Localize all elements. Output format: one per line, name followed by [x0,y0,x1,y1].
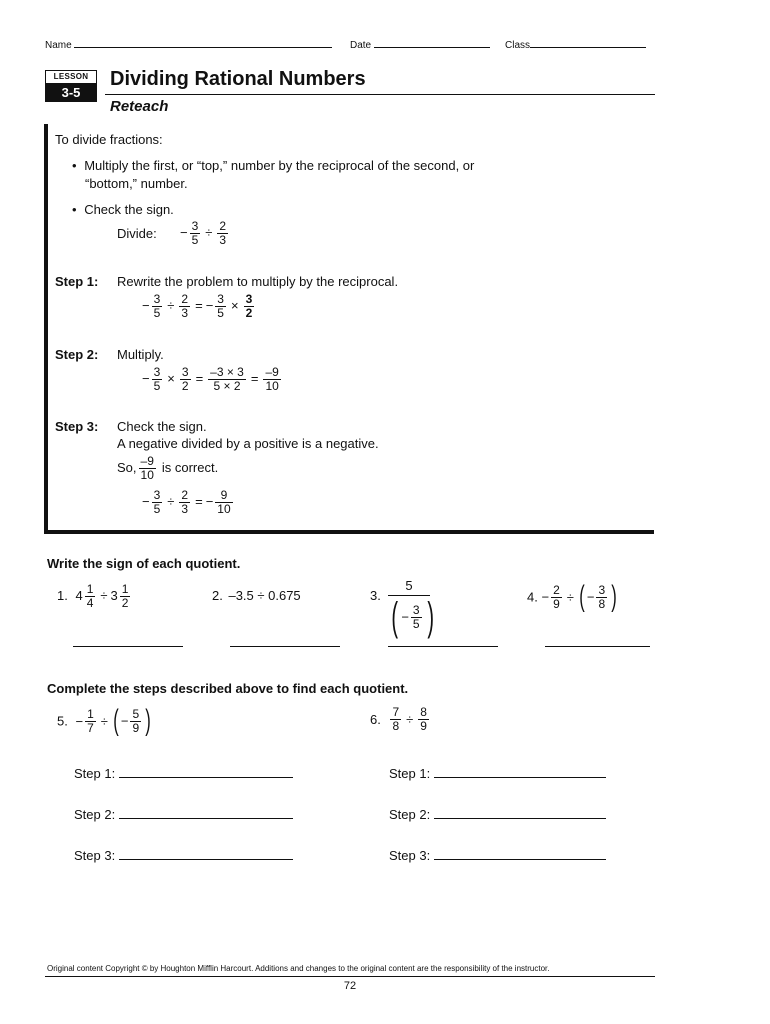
date-field [350,40,490,51]
problem-number: 5. [57,713,68,729]
p6-step-3-blank[interactable] [434,859,606,860]
step-label: Step 2: [74,807,116,822]
fraction: $\frac{2}{3}$ [181,488,189,516]
fraction: $\frac{3}{5}$ [153,365,161,393]
p5-step-1-blank[interactable] [119,777,293,778]
bullet-2-text: Check the sign. [84,202,174,217]
answer-blank-3[interactable] [388,646,498,647]
reciprocal-fraction: $\frac{3}{2}$ [245,292,253,320]
bullet-2 [72,202,174,217]
fraction: $\frac{8}{9}$ [420,705,427,733]
step-1-label: Step 1: [55,274,99,289]
problem-3-number: 3. [370,588,381,603]
problem-6: 6. $\frac{7}{8}$ ÷ $\frac{8}{9}$ [370,705,427,733]
fraction: $\frac{-3 \times 3}{5 \times 2}$ [210,365,244,393]
problem-number: 1. [57,587,68,603]
page-number: 72 [343,980,357,992]
problem-number: 2. [212,588,223,603]
footer-divider [45,976,655,977]
so-statement [117,455,218,482]
page-title: Dividing Rational Numbers [110,68,366,90]
name-blank[interactable] [74,47,332,48]
problem-2 [212,588,301,603]
reteach-box-left-border [44,124,48,534]
fraction: $\frac{2}{3}$ [219,219,227,247]
date-label: Date [350,40,372,51]
bullet-dot: • [72,158,77,173]
intro-text: To divide fractions: [55,132,163,147]
bullet-dot: • [72,202,77,217]
class-field [505,40,646,51]
lesson-badge [45,70,97,102]
fraction: $\frac{1}{4}$ [86,582,94,610]
problem-3-complex-fraction: 5 ( − $\frac{3}{5}$ ) [388,578,430,637]
step-3-text-2: A negative divided by a positive is a negative. [117,436,379,451]
problem-2-expression: –3.5 ÷ 0.675 [228,588,301,603]
fraction: $\frac{9}{10}$ [217,488,231,516]
name-field [45,40,332,51]
fraction: $\frac{2}{9}$ [553,582,560,611]
step-label: Step 1: [389,766,431,781]
fraction: $\frac{3}{5}$ [217,292,224,320]
step-label: Step 3: [74,848,116,863]
fraction: $\frac{3}{5}$ [153,488,161,516]
p5-step-3 [74,848,293,863]
title-divider [105,94,655,95]
fraction: $\frac{1}{7}$ [87,706,94,735]
so-label: So, [117,459,137,475]
step-label: Step 2: [389,807,431,822]
fraction: $\frac{5}{9}$ [132,706,140,735]
step-3-text-1: Check the sign. [117,419,207,434]
is-correct-text: is correct. [161,459,219,475]
step-1-text: Rewrite the problem to multiply by the reciprocal. [117,274,399,289]
fraction: $\frac{1}{2}$ [121,582,129,610]
bullet-1-line-2: “bottom,” number. [85,176,188,191]
class-blank[interactable] [530,47,646,48]
p6-step-2-blank[interactable] [434,818,606,819]
p6-step-1-blank[interactable] [434,777,606,778]
answer-blank-4[interactable] [545,646,650,647]
step-label: Step 1: [74,766,116,781]
fraction: $\frac{3}{2}$ [181,365,189,393]
page-subtitle: Reteach [110,98,169,115]
fraction: $\frac{3}{5}$ [191,219,199,247]
divide-label: Divide: [117,226,157,241]
fraction: $\frac{3}{8}$ [598,582,606,611]
step-label: Step 3: [389,848,431,863]
p5-step-1 [74,766,293,781]
fraction: $\frac{7}{8}$ [392,705,400,733]
bullet-1 [72,158,474,173]
name-label: Name [45,40,72,51]
step-3-expression: − $\frac{3}{5}$ ÷ $\frac{2}{3}$ = − $\frac{9}{10}$ [142,488,231,516]
step-1-expression: − $\frac{3}{5}$ ÷ $\frac{2}{3}$ = − $\frac{3}{5}$ × $\frac{3}{2}$ [142,292,253,320]
divide-sign: ÷ [205,224,213,240]
problem-number: 6. [370,712,381,727]
problem-5: 5. − $\frac{1}{7}$ ÷ ( − $\frac{5}{9}$ ) [57,704,151,737]
step-2-label: Step 2: [55,347,99,362]
exercise-2-heading: Complete the steps described above to find each quotient. [47,681,409,696]
answer-blank-1[interactable] [73,646,183,647]
fraction: $\frac{3}{5}$ [153,292,161,320]
minus-sign: − [180,224,188,240]
exercise-1-heading: Write the sign of each quotient. [47,556,241,571]
step-3-label: Step 3: [55,419,99,434]
bullet-1-line-1: Multiply the first, or “top,” number by the reciprocal of the second, or [84,158,475,173]
answer-blank-2[interactable] [230,646,340,647]
divide-expression [180,220,230,247]
lesson-number: 3-5 [45,84,97,102]
p6-step-2 [389,807,606,822]
class-label: Class [505,40,531,51]
p5-step-2-blank[interactable] [119,818,293,819]
problem-1: 1. 4 $\frac{1}{4}$ ÷ 3 $\frac{1}{2}$ [57,582,129,610]
problem-4: 4. − $\frac{2}{9}$ ÷ ( − $\frac{3}{8}$ ) [527,580,617,613]
step-2-expression: − $\frac{3}{5}$ × $\frac{3}{2}$ = $\frac{-3 \times 3}{5 \times 2}$ = $\frac{-9}{10}$ [142,365,279,393]
lesson-label: LESSON [45,70,97,84]
copyright-notice: Original content Copyright © by Houghton Mifflin Harcourt. Additions and changes to the original content are the responsibility of the instructor. [47,964,550,973]
fraction: $\frac{-9}{10}$ [265,365,279,393]
problem-number: 4. [527,589,538,605]
p5-step-2 [74,807,293,822]
step-2-text: Multiply. [117,347,164,362]
fraction: $\frac{-9}{10}$ [140,454,154,482]
reteach-box-bottom-border [44,530,654,534]
date-blank[interactable] [374,47,490,48]
fraction: $\frac{3}{5}$ [412,602,420,631]
p5-step-3-blank[interactable] [119,859,293,860]
p6-step-1 [389,766,606,781]
fraction: $\frac{2}{3}$ [181,292,189,320]
p6-step-3 [389,848,606,863]
